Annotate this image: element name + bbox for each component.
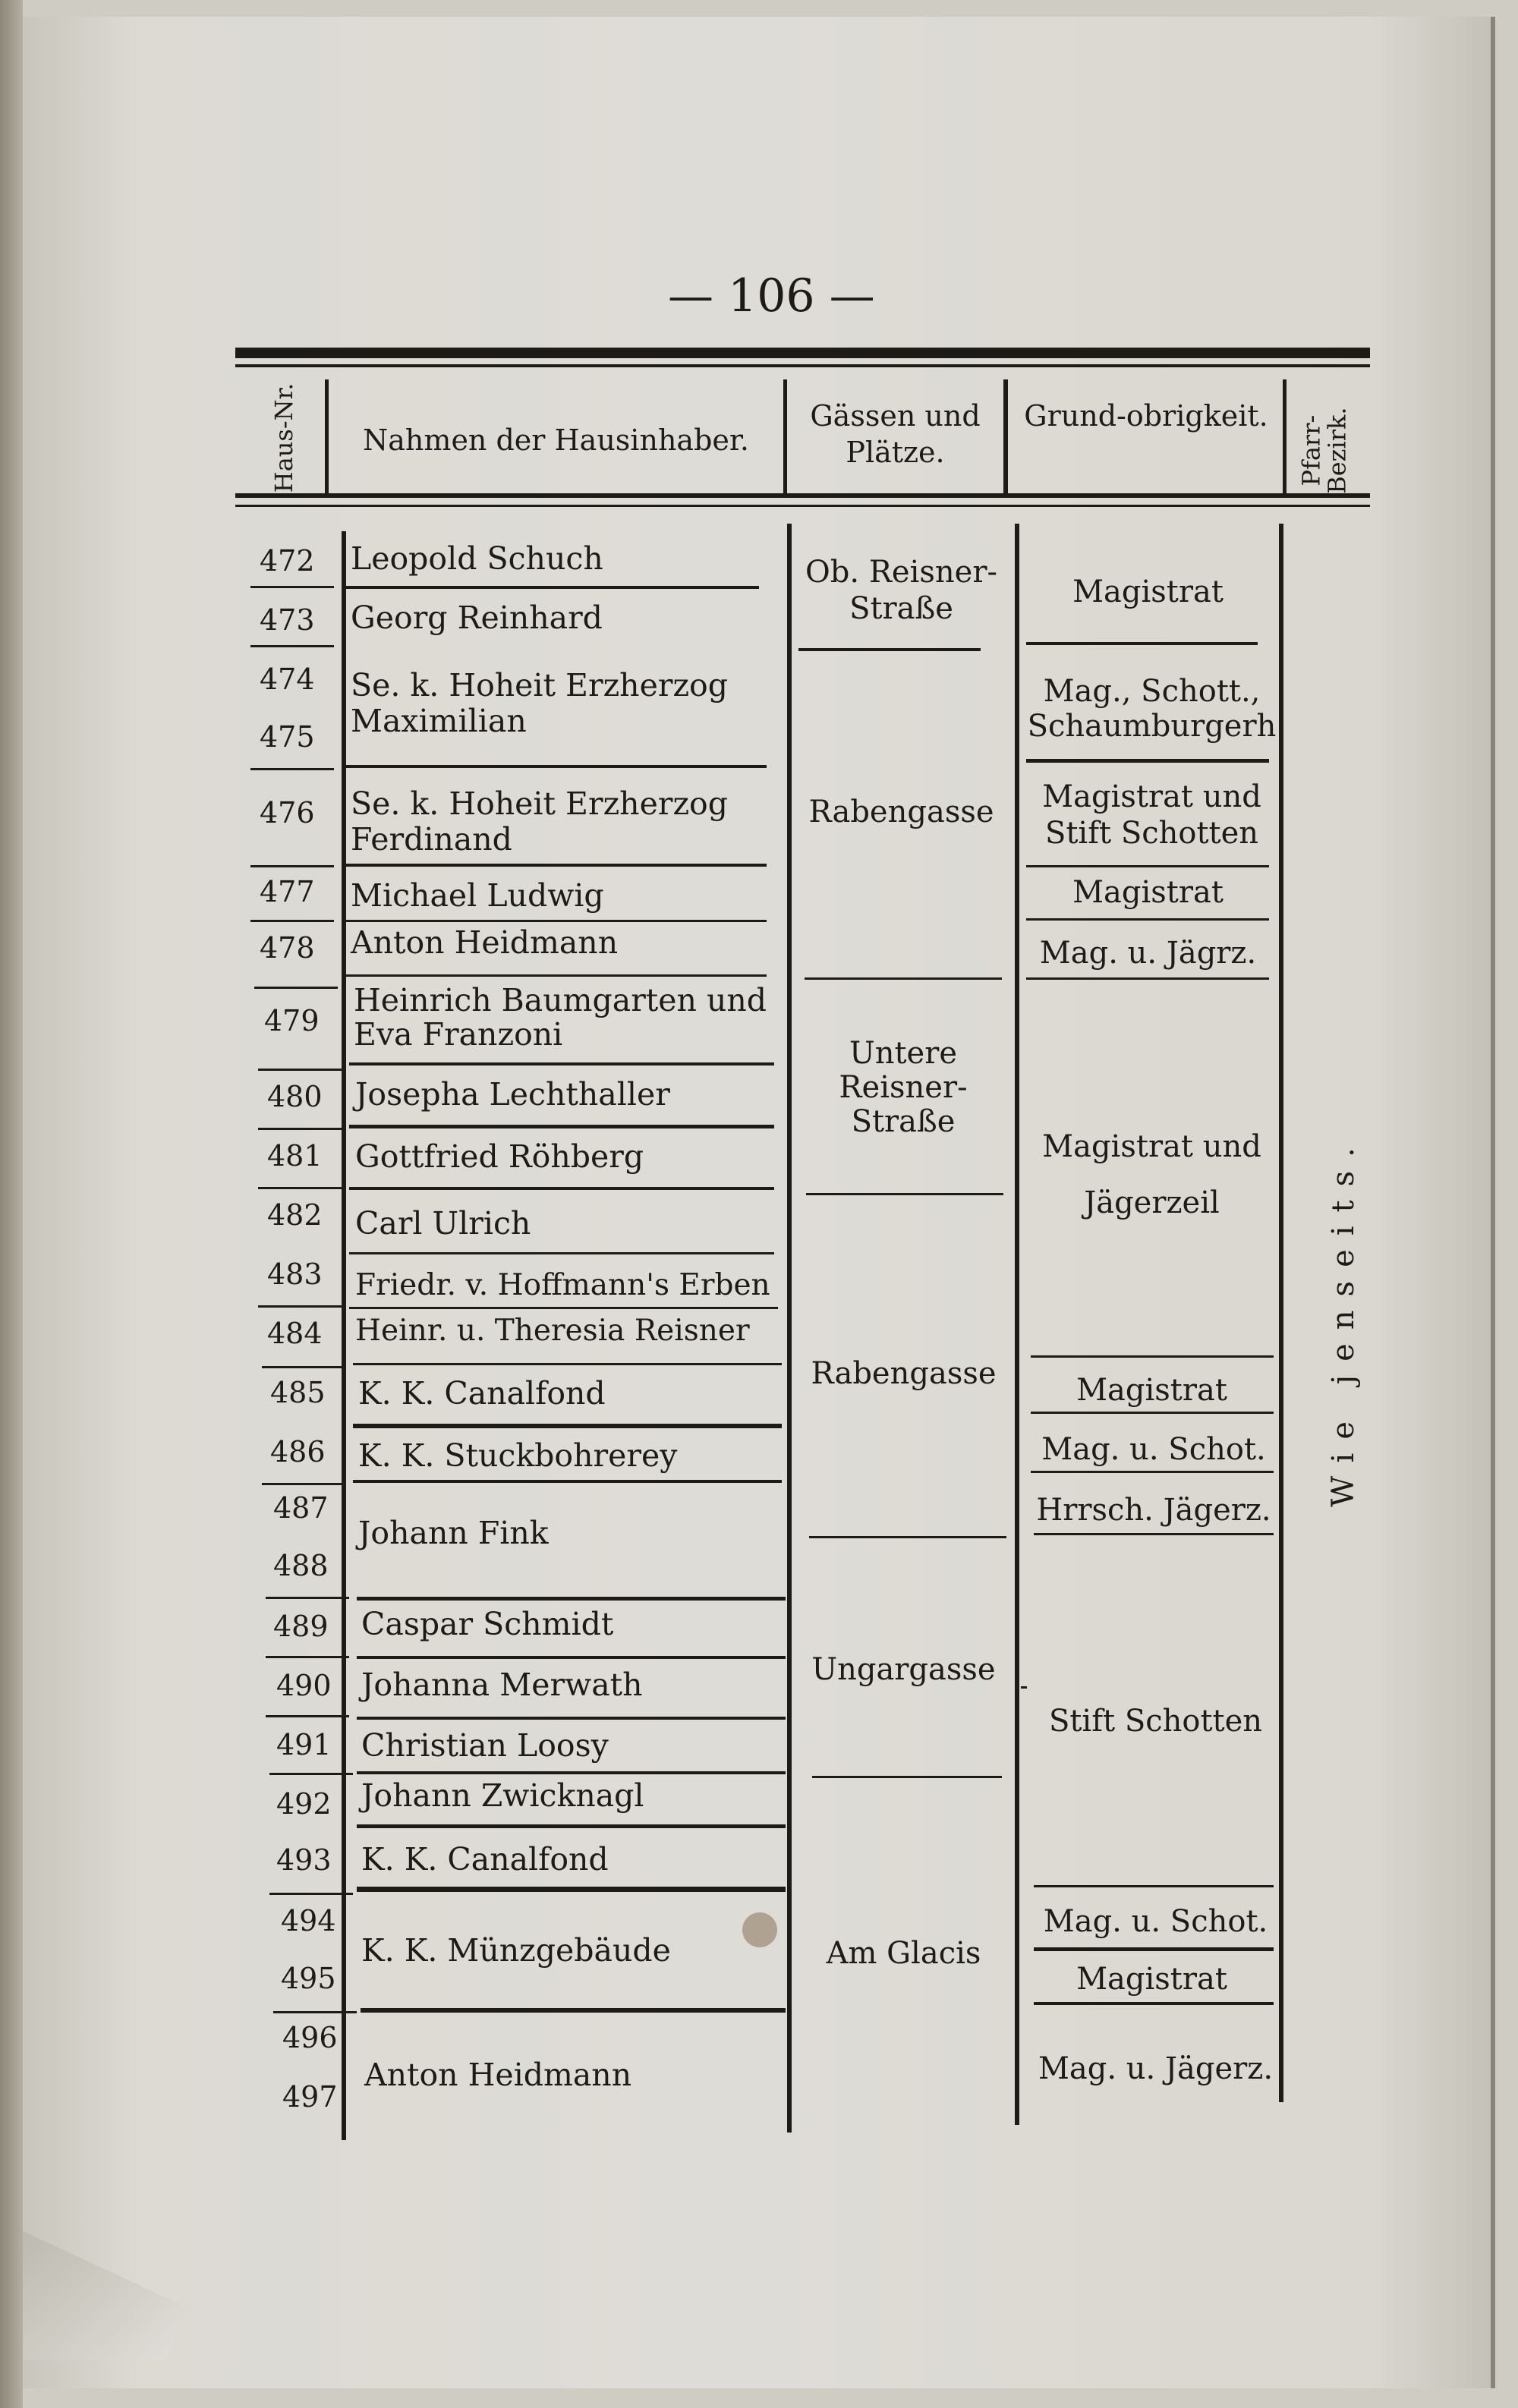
owner-sep xyxy=(353,1480,782,1483)
authority-sep xyxy=(1034,2002,1274,2005)
header-bottom-rule xyxy=(235,493,1370,498)
authority-sep xyxy=(1026,642,1258,645)
owner-sep xyxy=(345,864,767,867)
owner-sep xyxy=(357,1824,786,1828)
owner-name: K. K. Canalfond xyxy=(361,1841,609,1878)
owner-name: Josepha Lechthaller xyxy=(355,1076,670,1113)
house-number: 479 xyxy=(264,1004,320,1037)
house-number: 475 xyxy=(260,720,315,754)
num-sep xyxy=(269,1893,353,1895)
house-number: 492 xyxy=(276,1787,332,1821)
num-sep xyxy=(266,1597,349,1599)
authority-name: Magistrat xyxy=(1072,574,1224,609)
owner-name: Georg Reinhard xyxy=(351,600,603,636)
house-number: 494 xyxy=(281,1904,336,1937)
header-haus-nr: Haus-Nr. xyxy=(269,382,299,493)
owner-sep xyxy=(349,1062,774,1066)
num-sep xyxy=(262,1366,345,1368)
owner-sep xyxy=(357,1887,786,1892)
owner-sep xyxy=(345,586,759,589)
page-number: — 106 — xyxy=(668,269,875,323)
num-sep xyxy=(254,987,338,989)
authority-name: Mag. u. Schot. xyxy=(1043,1904,1268,1939)
authority-sep xyxy=(1026,918,1269,921)
owner-name: Friedr. v. Hoffmann's Erben xyxy=(355,1268,770,1302)
owner-name: K. K. Münzgebäude xyxy=(361,1932,671,1969)
authority-sep xyxy=(1031,1355,1274,1358)
col-rule-3 xyxy=(1015,524,1019,2125)
street-sep xyxy=(805,977,1002,980)
owner-name: Gottfried Röhberg xyxy=(355,1138,644,1175)
owner-name: Se. k. Hoheit Erzherzog Ferdinand xyxy=(351,785,728,858)
street-name: Rabengasse xyxy=(808,795,994,829)
house-number: 474 xyxy=(260,663,315,696)
header-owners: Nahmen der Hausinhaber. xyxy=(363,423,749,457)
house-number: 472 xyxy=(260,544,315,578)
authority-sep xyxy=(1026,759,1269,763)
owner-name: Johann Fink xyxy=(358,1515,549,1551)
owner-name: Heinr. u. Theresia Reisner xyxy=(355,1314,750,1348)
owner-sep xyxy=(357,1656,786,1659)
house-number: 473 xyxy=(260,603,315,637)
header-sep-1 xyxy=(325,379,329,493)
owner-sep xyxy=(357,1717,786,1720)
num-sep xyxy=(262,1483,345,1485)
owner-sep xyxy=(349,1125,774,1128)
owner-name: Caspar Schmidt xyxy=(361,1606,614,1642)
street-name: Untere Reisner-Straße xyxy=(839,1036,968,1139)
owner-name: Anton Heidmann xyxy=(364,2057,632,2093)
authority-name: Magistrat xyxy=(1076,1962,1227,1997)
street-sep xyxy=(806,1193,1003,1195)
house-number: 485 xyxy=(270,1376,326,1409)
owner-name: Anton Heidmann xyxy=(351,924,619,961)
house-number: 488 xyxy=(273,1549,329,1582)
table-top-rule xyxy=(235,348,1370,358)
authority-sep xyxy=(1026,977,1269,980)
owner-name: Michael Ludwig xyxy=(351,877,604,914)
authority-sep xyxy=(1031,1412,1274,1414)
header-authority: Grund-obrigkeit. xyxy=(1024,399,1268,433)
house-number: 487 xyxy=(273,1491,329,1525)
owner-sep xyxy=(357,1597,786,1601)
house-number: 476 xyxy=(260,796,315,829)
house-number: 478 xyxy=(260,931,315,965)
house-number: 483 xyxy=(267,1258,323,1291)
house-number: 480 xyxy=(267,1080,323,1113)
authority-name: Magistrat xyxy=(1072,875,1224,910)
house-number: 497 xyxy=(282,2080,338,2114)
authority-name: Hrrsch. Jägerz. xyxy=(1036,1493,1271,1528)
num-sep xyxy=(250,768,334,770)
owner-name: Se. k. Hoheit Erzherzog Maximilian xyxy=(351,667,728,740)
header-streets: Gässen und Plätze. xyxy=(810,399,981,469)
owner-name: Carl Ulrich xyxy=(355,1205,531,1242)
authority-sep xyxy=(1031,1471,1274,1473)
authority-name: Mag. u. Schot. xyxy=(1041,1432,1266,1467)
authority-name: Stift Schotten xyxy=(1048,1704,1263,1739)
num-sep xyxy=(250,865,334,867)
house-number: 481 xyxy=(267,1139,323,1173)
num-sep xyxy=(273,2011,357,2013)
house-number: 486 xyxy=(270,1435,326,1468)
book-spine xyxy=(0,0,23,2408)
street-name: Rabengasse xyxy=(811,1356,997,1391)
house-number: 493 xyxy=(276,1843,332,1877)
owner-name: K. K. Canalfond xyxy=(358,1375,606,1412)
street-sep xyxy=(812,1776,1002,1778)
street-name: Am Glacis xyxy=(826,1936,981,1971)
owner-sep xyxy=(349,1307,778,1309)
authority-name: Mag. u. Jägerz. xyxy=(1038,2051,1274,2086)
house-number: 496 xyxy=(282,2021,338,2054)
col-rule-1 xyxy=(342,531,346,2140)
street-name: Ob. Reisner-Straße xyxy=(805,555,997,626)
owner-name: Johann Zwicknagl xyxy=(361,1777,644,1814)
header-sep-2 xyxy=(783,379,787,493)
num-sep xyxy=(258,1128,342,1130)
num-sep xyxy=(250,920,334,922)
col-rule-2 xyxy=(787,524,792,2133)
street-sep xyxy=(798,648,981,651)
owner-sep xyxy=(345,974,767,977)
owner-name: Leopold Schuch xyxy=(351,540,603,577)
house-number: 495 xyxy=(281,1962,336,1995)
header-parish: Pfarr-Bezirk. xyxy=(1296,407,1351,494)
authority-name: Mag. u. Jägrz. xyxy=(1039,936,1257,971)
authority-name: Mag., Schott., Schaumburgerh xyxy=(1027,674,1277,744)
owner-sep xyxy=(345,765,767,768)
header-sep-3 xyxy=(1003,379,1008,493)
house-number: 491 xyxy=(276,1728,332,1761)
num-sep xyxy=(266,1715,349,1717)
authority-sep xyxy=(1034,1947,1274,1951)
owner-sep xyxy=(357,1771,786,1774)
street-name: Ungargasse xyxy=(811,1652,996,1687)
parish-district: Wie jenseits. xyxy=(1326,1134,1361,1507)
num-sep xyxy=(250,586,334,588)
num-sep xyxy=(258,1305,342,1308)
owner-name: Heinrich Baumgarten und Eva Franzoni xyxy=(354,982,767,1053)
authority-name: Magistrat und Jägerzeil xyxy=(1042,1129,1261,1220)
owner-sep xyxy=(353,1424,782,1428)
house-number: 482 xyxy=(267,1198,323,1232)
owner-sep xyxy=(349,1252,774,1254)
authority-sep xyxy=(1021,1686,1027,1689)
owner-sep xyxy=(361,2008,786,2013)
num-sep xyxy=(269,1773,353,1775)
authority-sep xyxy=(1034,1885,1274,1887)
house-number: 477 xyxy=(260,875,315,908)
num-sep xyxy=(258,1187,342,1189)
owner-sep xyxy=(353,1363,782,1365)
house-number: 484 xyxy=(267,1317,323,1350)
header-bottom-rule-thin xyxy=(235,505,1370,507)
house-number: 490 xyxy=(276,1669,332,1702)
paper-stain xyxy=(742,1912,777,1947)
authority-name: Magistrat xyxy=(1076,1373,1227,1408)
house-number: 489 xyxy=(273,1610,329,1643)
num-sep xyxy=(266,1656,349,1658)
num-sep xyxy=(250,645,334,647)
authority-sep xyxy=(1034,1533,1274,1535)
authority-name: Magistrat und Stift Schotten xyxy=(1042,779,1261,851)
street-sep xyxy=(809,1536,1006,1538)
authority-sep xyxy=(1026,865,1269,867)
owner-sep xyxy=(349,1187,774,1190)
num-sep xyxy=(258,1069,342,1071)
owner-name: K. K. Stuckbohrerey xyxy=(358,1437,678,1474)
col-rule-4 xyxy=(1279,524,1283,2102)
owner-sep xyxy=(345,920,767,922)
owner-name: Johanna Merwath xyxy=(361,1667,643,1703)
table-top-rule-thin xyxy=(235,364,1370,367)
header-sep-4 xyxy=(1283,379,1287,493)
owner-name: Christian Loosy xyxy=(361,1727,609,1764)
